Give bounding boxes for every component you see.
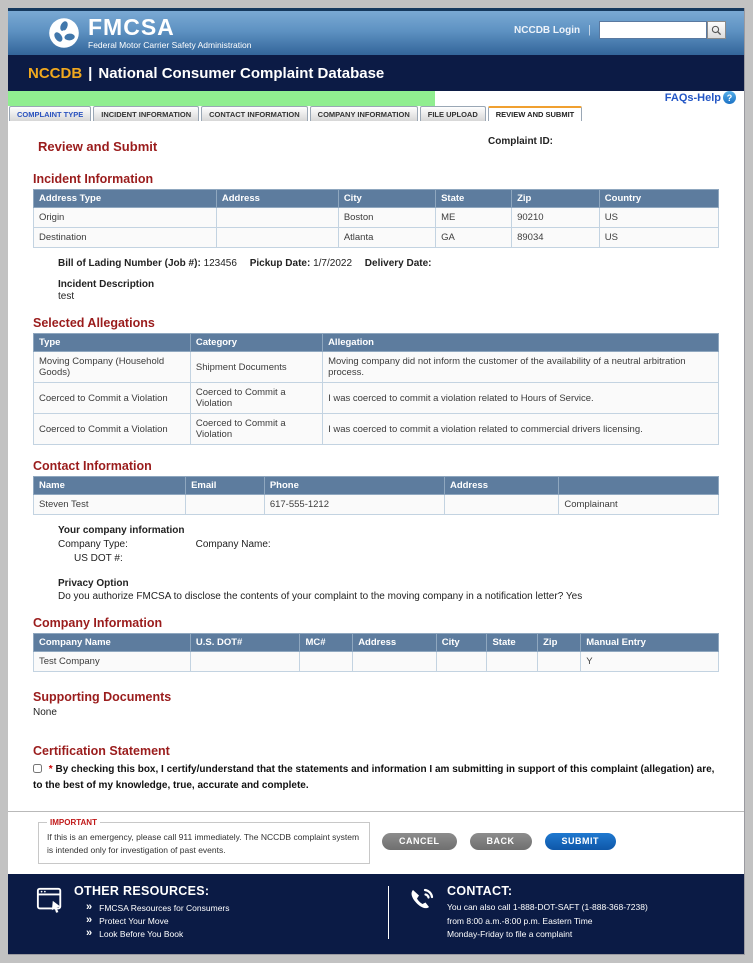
table-header-row <box>34 190 719 208</box>
cell <box>436 652 487 672</box>
required-asterisk: * <box>48 764 53 775</box>
cell <box>538 652 581 672</box>
nccdb-login-link[interactable]: NCCDB Login <box>514 24 581 36</box>
header-separator: | <box>588 24 591 36</box>
dot-triskelion-icon <box>48 17 80 49</box>
cell: Test Company <box>34 652 191 672</box>
tab-file-upload[interactable]: FILE UPLOAD <box>420 106 486 121</box>
footer-link-fmcsa-resources[interactable] <box>86 902 230 913</box>
incident-information-heading: Incident Information <box>33 172 154 186</box>
supporting-documents-heading: Supporting Documents <box>33 690 172 704</box>
cell: Coerced to Commit a Violation <box>190 414 322 445</box>
banner-separator: | <box>88 64 93 82</box>
app-banner <box>8 55 744 91</box>
contact-line: from 8:00 a.m.-8:00 p.m. Eastern Time <box>447 915 593 926</box>
cell: I was coerced to commit a violation related to commercial drivers licensing. <box>323 414 719 445</box>
search-icon <box>711 25 722 36</box>
incident-description-value: test <box>58 291 75 302</box>
column-header: MC# <box>300 634 353 652</box>
company-type-label: Company Type: <box>58 539 128 550</box>
cancel-button[interactable]: CANCEL <box>382 833 457 850</box>
cell <box>190 652 300 672</box>
top-header <box>8 8 744 55</box>
brand-subtitle: Federal Motor Carrier Safety Administration <box>88 40 252 50</box>
tab-complaint-type[interactable]: COMPLAINT TYPE <box>9 106 91 121</box>
table-header-row <box>34 334 719 352</box>
table-header-row <box>34 634 719 652</box>
table-row <box>34 228 719 248</box>
chevron-icon: » <box>86 901 93 914</box>
search-button[interactable] <box>707 21 726 39</box>
column-header: Address Type <box>34 190 217 208</box>
pickup-date-label: Pickup Date: <box>249 258 311 269</box>
footer-link-label: FMCSA Resources for Consumers <box>99 902 230 913</box>
bol-label: Bill of Lading Number (Job #): <box>58 258 201 269</box>
certification-statement-heading: Certification Statement <box>33 744 170 758</box>
selected-allegations-heading: Selected Allegations <box>33 316 155 330</box>
progress-bar <box>8 91 435 106</box>
contact-information-heading: Contact Information <box>33 459 152 473</box>
incident-table <box>33 189 719 248</box>
help-question-icon[interactable]: ? <box>723 91 736 104</box>
important-legend: IMPORTANT <box>50 818 97 827</box>
back-button[interactable]: BACK <box>470 833 532 850</box>
column-header: Phone <box>264 477 444 495</box>
certification-text: By checking this box, I certify/understand that the statements and information I am submitting in support of this complaint (allegation) are, to the best of my knowledge, true, accurate and complete. <box>33 764 715 791</box>
cell: Boston <box>338 208 435 228</box>
column-header: State <box>487 634 538 652</box>
usdot-label: US DOT #: <box>74 553 123 564</box>
cell: US <box>599 208 718 228</box>
important-notice-box <box>38 818 370 864</box>
column-header: Name <box>34 477 186 495</box>
chevron-icon: » <box>86 914 93 927</box>
column-header: Zip <box>538 634 581 652</box>
company-name-label: Company Name: <box>195 539 271 550</box>
privacy-answer: Yes <box>565 591 583 602</box>
cell <box>300 652 353 672</box>
company-table <box>33 633 719 672</box>
cell: Origin <box>34 208 217 228</box>
contact-line: Monday-Friday to file a complaint <box>447 928 573 939</box>
cell: Coerced to Commit a Violation <box>34 414 191 445</box>
table-header-row <box>34 477 719 495</box>
banner-title: National Consumer Complaint Database <box>98 64 385 82</box>
table-row <box>34 414 719 445</box>
table-row <box>34 495 719 515</box>
footer <box>8 874 744 954</box>
certification-checkbox[interactable] <box>33 764 42 773</box>
column-header: Zip <box>512 190 600 208</box>
bol-value: 123456 <box>203 258 237 269</box>
main-content <box>8 121 744 811</box>
column-header: Category <box>190 334 322 352</box>
tab-company-information[interactable]: COMPANY INFORMATION <box>310 106 418 121</box>
cell: US <box>599 228 718 248</box>
cell: Shipment Documents <box>190 352 322 383</box>
tab-review-and-submit[interactable]: REVIEW AND SUBMIT <box>488 106 582 121</box>
cell: Destination <box>34 228 217 248</box>
cell <box>216 228 338 248</box>
your-company-info-heading: Your company information <box>58 525 185 536</box>
progress-row <box>8 91 744 106</box>
important-text: If this is an emergency, please call 911 immediately. The NCCDB complaint system is intended only for investigation of past events. <box>47 832 360 856</box>
cell: 89034 <box>512 228 600 248</box>
cell: I was coerced to commit a violation related to Hours of Service. <box>323 383 719 414</box>
search-input[interactable] <box>599 21 707 39</box>
column-header: Email <box>186 477 265 495</box>
cell: Coerced to Commit a Violation <box>190 383 322 414</box>
column-header: State <box>436 190 512 208</box>
column-header: Allegation <box>323 334 719 352</box>
cell: 617-555-1212 <box>264 495 444 515</box>
pickup-date-value: 1/7/2022 <box>313 258 353 269</box>
tab-contact-information[interactable]: CONTACT INFORMATION <box>201 106 308 121</box>
cell: Coerced to Commit a Violation <box>34 383 191 414</box>
column-header: U.S. DOT# <box>190 634 300 652</box>
cell: Moving Company (Household Goods) <box>34 352 191 383</box>
cell <box>444 495 558 515</box>
cell <box>487 652 538 672</box>
cell: Steven Test <box>34 495 186 515</box>
table-row <box>34 652 719 672</box>
tab-incident-information[interactable]: INCIDENT INFORMATION <box>93 106 199 121</box>
cell: Moving company did not inform the customer of the availability of a neutral arbitration process. <box>323 352 719 383</box>
supporting-documents-value: None <box>33 707 57 718</box>
cell: Atlanta <box>338 228 435 248</box>
phone-icon <box>407 886 437 916</box>
allegations-table <box>33 333 719 445</box>
chevron-icon: » <box>86 927 93 940</box>
column-header: Address <box>444 477 558 495</box>
footer-link-look-before-you-book[interactable] <box>86 928 230 939</box>
privacy-option-heading: Privacy Option <box>58 578 129 589</box>
column-header: Address <box>353 634 437 652</box>
banner-brand: NCCDB <box>28 64 83 82</box>
column-header: City <box>338 190 435 208</box>
cell: Y <box>581 652 719 672</box>
cell <box>216 208 338 228</box>
incident-description-label: Incident Description <box>58 279 155 290</box>
cell: ME <box>436 208 512 228</box>
tab-bar <box>8 106 744 121</box>
table-row <box>34 352 719 383</box>
cell: Complainant <box>559 495 719 515</box>
contact-line: You can also call 1-888-DOT-SAFT (1-888-368-7238) <box>447 902 648 913</box>
faqs-help-link[interactable]: FAQs-Help <box>664 91 721 104</box>
cell <box>186 495 265 515</box>
brand-title: FMCSA <box>88 14 175 40</box>
page-title: Review and Submit <box>38 139 158 154</box>
contact-table <box>33 476 719 515</box>
cell: GA <box>436 228 512 248</box>
column-header: Manual Entry <box>581 634 719 652</box>
footer-link-label: Protect Your Move <box>99 915 169 926</box>
submit-button[interactable]: SUBMIT <box>545 833 617 850</box>
complaint-id-label: Complaint ID: <box>488 136 553 147</box>
column-header: Address <box>216 190 338 208</box>
cell <box>353 652 437 672</box>
delivery-date-label: Delivery Date: <box>364 258 432 269</box>
privacy-question: Do you authorize FMCSA to disclose the contents of your complaint to the moving company in a notification letter? <box>58 591 564 602</box>
column-header: City <box>436 634 487 652</box>
column-header: Company Name <box>34 634 191 652</box>
column-header: Country <box>599 190 718 208</box>
browser-window-icon <box>36 886 64 914</box>
fmcsa-logo <box>48 16 251 50</box>
column-header: Type <box>34 334 191 352</box>
footer-link-label: Look Before You Book <box>99 928 184 939</box>
table-row <box>34 383 719 414</box>
company-information-heading: Company Information <box>33 616 163 630</box>
bottom-action-area <box>8 811 744 872</box>
table-row <box>34 208 719 228</box>
other-resources-heading: OTHER RESOURCES: <box>74 884 210 899</box>
column-header <box>559 477 719 495</box>
page <box>8 8 745 955</box>
cell: 90210 <box>512 208 600 228</box>
contact-heading: CONTACT: <box>447 884 513 899</box>
footer-link-protect-your-move[interactable] <box>86 915 230 926</box>
